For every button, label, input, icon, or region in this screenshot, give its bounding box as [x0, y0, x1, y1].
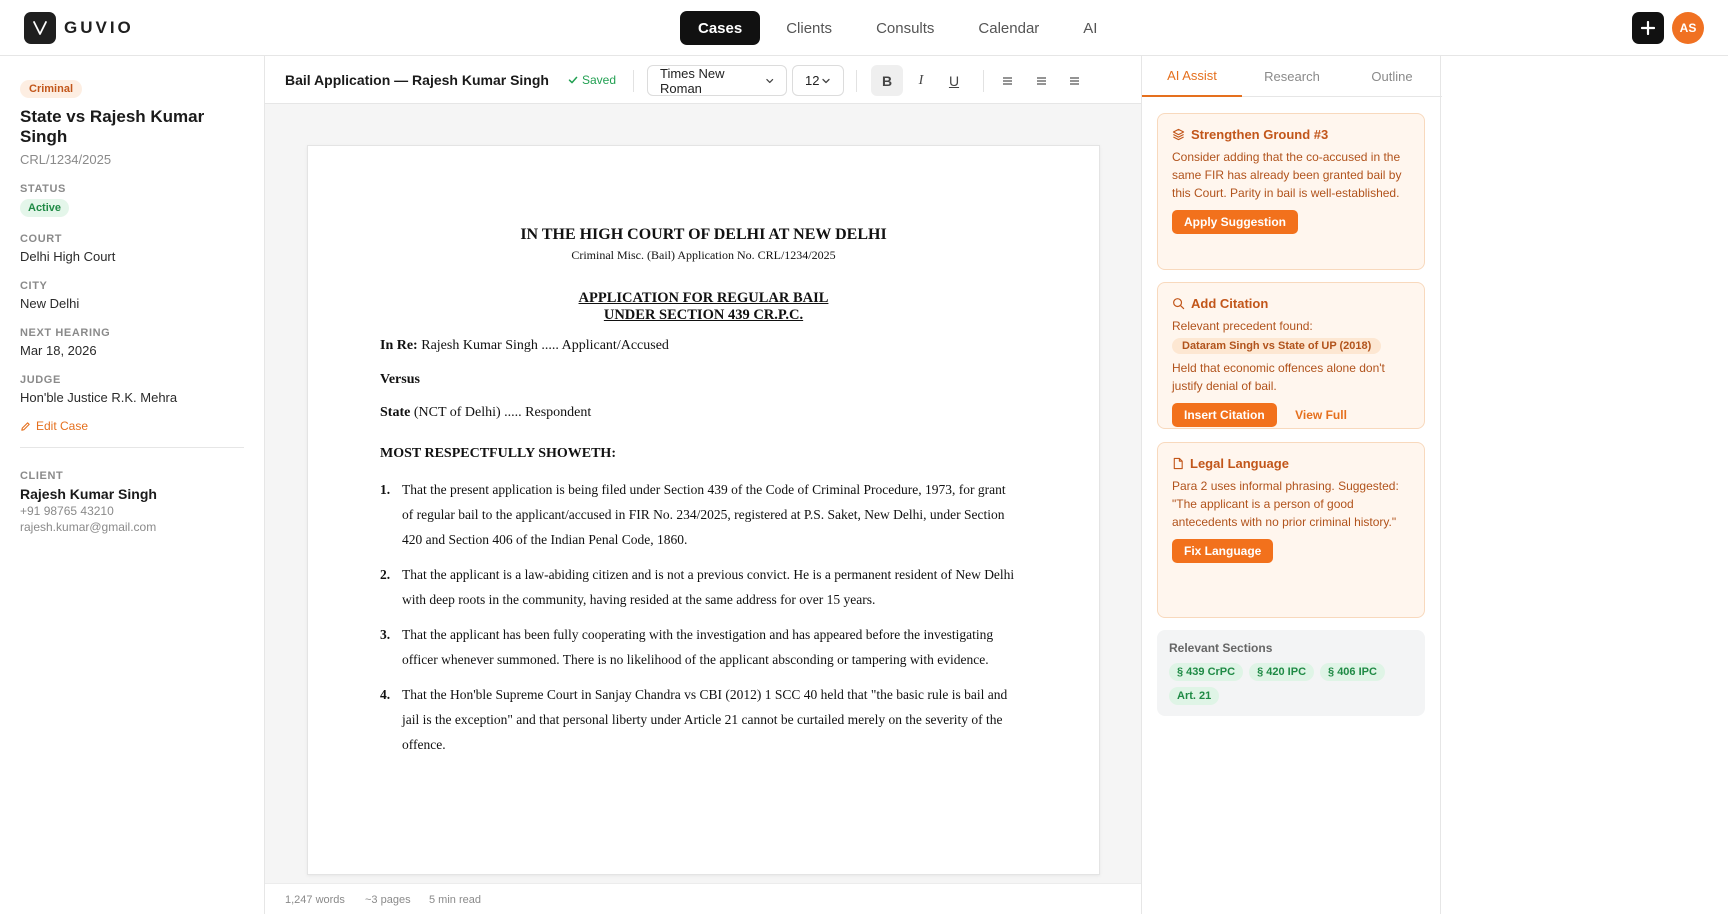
in-re-text: Rajesh Kumar Singh ..... Applicant/Accused	[417, 338, 669, 353]
card-body: Held that economic offences alone don't justify denial of bail.	[1172, 361, 1385, 393]
tab-ai-assist[interactable]: AI Assist	[1142, 56, 1242, 97]
add-button[interactable]	[1632, 12, 1664, 44]
paragraph-text: That the present application is being filed under Section 439 of the Code of Criminal Procedure, 1973, for grant of regular bail to the applicant/accused in FIR No. 234/2025, registered at P.S. Saket, New Delhi, under Section 420 and Section 406 of the Indian Penal Code, 1860.	[402, 482, 1006, 547]
showeth-heading: MOST RESPECTFULLY SHOWETH:	[380, 446, 616, 461]
apply-suggestion-button[interactable]: Apply Suggestion	[1172, 210, 1298, 234]
toolbar-divider	[633, 70, 634, 92]
case-type-tag: Criminal	[20, 80, 82, 98]
court-label: COURT	[20, 233, 63, 245]
section-chips	[1169, 663, 1413, 705]
toolbar-divider	[983, 70, 984, 92]
city-value: New Delhi	[20, 296, 80, 311]
judge-label: JUDGE	[20, 374, 61, 386]
document-court-heading: IN THE HIGH COURT OF DELHI AT NEW DELHI	[520, 226, 887, 243]
paragraph-text: That the applicant has been fully cooperating with the investigation and has appeared before the investigating officer whenever summoned. There is no likelihood of the applicant absconding or tampering with evidence.	[402, 627, 994, 667]
paragraph-number: 3.	[380, 627, 391, 642]
court-value: Delhi High Court	[20, 249, 116, 264]
client-label: CLIENT	[20, 470, 64, 482]
chevron-down-icon	[765, 76, 775, 86]
card-body: Para 2 uses informal phrasing. Suggested: "The applicant is a person of good antecedents with no prior criminal history."	[1172, 479, 1399, 529]
nav-item-calendar[interactable]: Calendar	[978, 19, 1040, 37]
state-label: State	[380, 405, 411, 420]
status-badge: Active	[20, 199, 69, 217]
editor-status-bar	[265, 883, 1141, 914]
pencil-icon	[20, 421, 31, 432]
underline-button[interactable]: U	[948, 72, 960, 89]
card-title: Legal Language	[1190, 456, 1289, 471]
panel-tabs	[1142, 56, 1442, 97]
case-sidebar	[0, 56, 265, 914]
citation-chip[interactable]: Dataram Singh vs State of UP (2018)	[1172, 338, 1381, 354]
editor-toolbar	[265, 56, 1141, 104]
fix-language-button[interactable]: Fix Language	[1172, 539, 1273, 563]
edit-case-label: Edit Case	[36, 419, 89, 433]
document-case-number: Criminal Misc. (Bail) Application No. CRL/1234/2025	[571, 248, 836, 262]
layers-icon	[1172, 128, 1185, 141]
nav-item-consults[interactable]: Consults	[876, 19, 935, 37]
paragraph-text: That the applicant is a law-abiding citizen and is not a previous convict. He is a permanent resident of New Delhi with deep roots in the community, having resided at the same address for over 15 years.	[402, 567, 1015, 607]
document-paragraph	[380, 622, 1020, 672]
card-body: Consider adding that the co-accused in the same FIR has already been granted bail by this Court. Parity in bail is well-established.	[1172, 150, 1402, 200]
paragraph-number: 1.	[380, 482, 391, 497]
document-application-title	[308, 290, 1099, 324]
check-icon	[568, 75, 578, 85]
suggestion-card-strengthen	[1157, 113, 1425, 270]
client-email: rajesh.kumar@gmail.com	[20, 520, 157, 534]
card-title: Strengthen Ground #3	[1191, 127, 1329, 142]
client-name: Rajesh Kumar Singh	[20, 486, 157, 502]
logo-icon[interactable]	[24, 12, 56, 44]
document-page[interactable]	[307, 145, 1100, 875]
section-chip[interactable]: § 439 CrPC	[1169, 663, 1243, 681]
card-header	[1172, 456, 1410, 471]
main-nav	[680, 11, 1115, 45]
respondent-line	[380, 405, 591, 421]
case-number: CRL/1234/2025	[20, 152, 112, 167]
numbered-paragraphs	[380, 477, 1020, 767]
suggestion-card-citation	[1157, 282, 1425, 429]
card-header	[1172, 127, 1410, 142]
card-title: Add Citation	[1191, 296, 1269, 311]
sidebar-divider	[20, 447, 244, 448]
font-size-value: 12	[805, 73, 820, 88]
edit-case-link[interactable]	[20, 419, 244, 433]
search-icon	[1172, 297, 1185, 310]
read-time: 5 min read	[429, 894, 481, 906]
editor-area	[265, 56, 1141, 914]
align-right-icon	[1069, 76, 1080, 86]
judge-value: Hon'ble Justice R.K. Mehra	[20, 390, 178, 405]
italic-button[interactable]: I	[918, 72, 924, 88]
nav-item-clients[interactable]: Clients	[786, 19, 833, 37]
status-label: STATUS	[20, 183, 66, 195]
word-count: 1,247 words	[285, 894, 345, 906]
nav-item-ai[interactable]: AI	[1083, 19, 1098, 37]
align-center-icon	[1036, 76, 1047, 86]
next-hearing-label: NEXT HEARING	[20, 327, 111, 339]
case-title: State vs Rajesh Kumar Singh	[20, 107, 205, 146]
paragraph-number: 2.	[380, 567, 391, 582]
section-chip[interactable]: § 406 IPC	[1320, 663, 1385, 681]
align-right-button[interactable]	[1063, 70, 1085, 92]
align-left-icon	[1002, 76, 1013, 86]
suggestion-card-language	[1157, 442, 1425, 618]
align-center-button[interactable]	[1030, 70, 1052, 92]
user-avatar[interactable]: AS	[1672, 12, 1704, 44]
top-nav-bar	[0, 0, 1728, 56]
saved-indicator	[568, 73, 616, 87]
saved-label: Saved	[582, 73, 617, 87]
chevron-down-icon	[821, 76, 831, 86]
document-icon	[1172, 457, 1184, 470]
view-full-link[interactable]: View Full	[1295, 408, 1347, 422]
document-paragraph	[380, 477, 1020, 552]
section-chip[interactable]: § 420 IPC	[1249, 663, 1314, 681]
paragraph-number: 4.	[380, 687, 391, 702]
card-header	[1172, 296, 1410, 311]
next-hearing-value: Mar 18, 2026	[20, 343, 97, 358]
document-title: Bail Application — Rajesh Kumar Singh	[285, 72, 549, 88]
toolbar-divider	[856, 70, 857, 92]
document-title-line-1: APPLICATION FOR REGULAR BAIL	[578, 290, 829, 306]
nav-item-cases[interactable]: Cases	[680, 11, 760, 45]
relevant-sections-title: Relevant Sections	[1169, 641, 1273, 655]
bold-button[interactable]: B	[871, 65, 903, 96]
insert-citation-button[interactable]: Insert Citation	[1172, 403, 1277, 427]
city-label: CITY	[20, 280, 48, 292]
align-left-button[interactable]	[996, 70, 1018, 92]
page-count: ~3 pages	[365, 894, 411, 906]
document-paragraph	[380, 562, 1020, 612]
section-chip[interactable]: Art. 21	[1169, 687, 1219, 705]
ai-assist-panel	[1141, 56, 1441, 914]
client-phone: +91 98765 43210	[20, 504, 114, 518]
document-title-line-2: UNDER SECTION 439 CR.P.C.	[603, 307, 804, 323]
versus-line: Versus	[380, 372, 420, 387]
in-re-label: In Re:	[380, 338, 418, 353]
paragraph-text: That the Hon'ble Supreme Court in Sanjay Chandra vs CBI (2012) 1 SCC 40 held that "the basic rule is bail and jail is the exception" and that personal liberty under Article 21 cannot be curtailed merely on the severity of the offence.	[402, 687, 1008, 752]
card-lead: Relevant precedent found:	[1172, 319, 1313, 333]
font-family-value: Times New Roman	[660, 65, 725, 96]
tab-research[interactable]: Research	[1264, 69, 1320, 84]
tab-outline[interactable]: Outline	[1371, 69, 1413, 84]
app-name: GUVIO	[64, 18, 134, 37]
in-re-line	[380, 338, 669, 354]
font-size-select[interactable]	[792, 65, 844, 96]
font-family-select[interactable]	[647, 65, 787, 96]
plus-icon	[1641, 21, 1655, 35]
document-paragraph	[380, 682, 1020, 757]
state-text: (NCT of Delhi) ..... Respondent	[410, 405, 592, 420]
relevant-sections-card	[1157, 630, 1425, 716]
